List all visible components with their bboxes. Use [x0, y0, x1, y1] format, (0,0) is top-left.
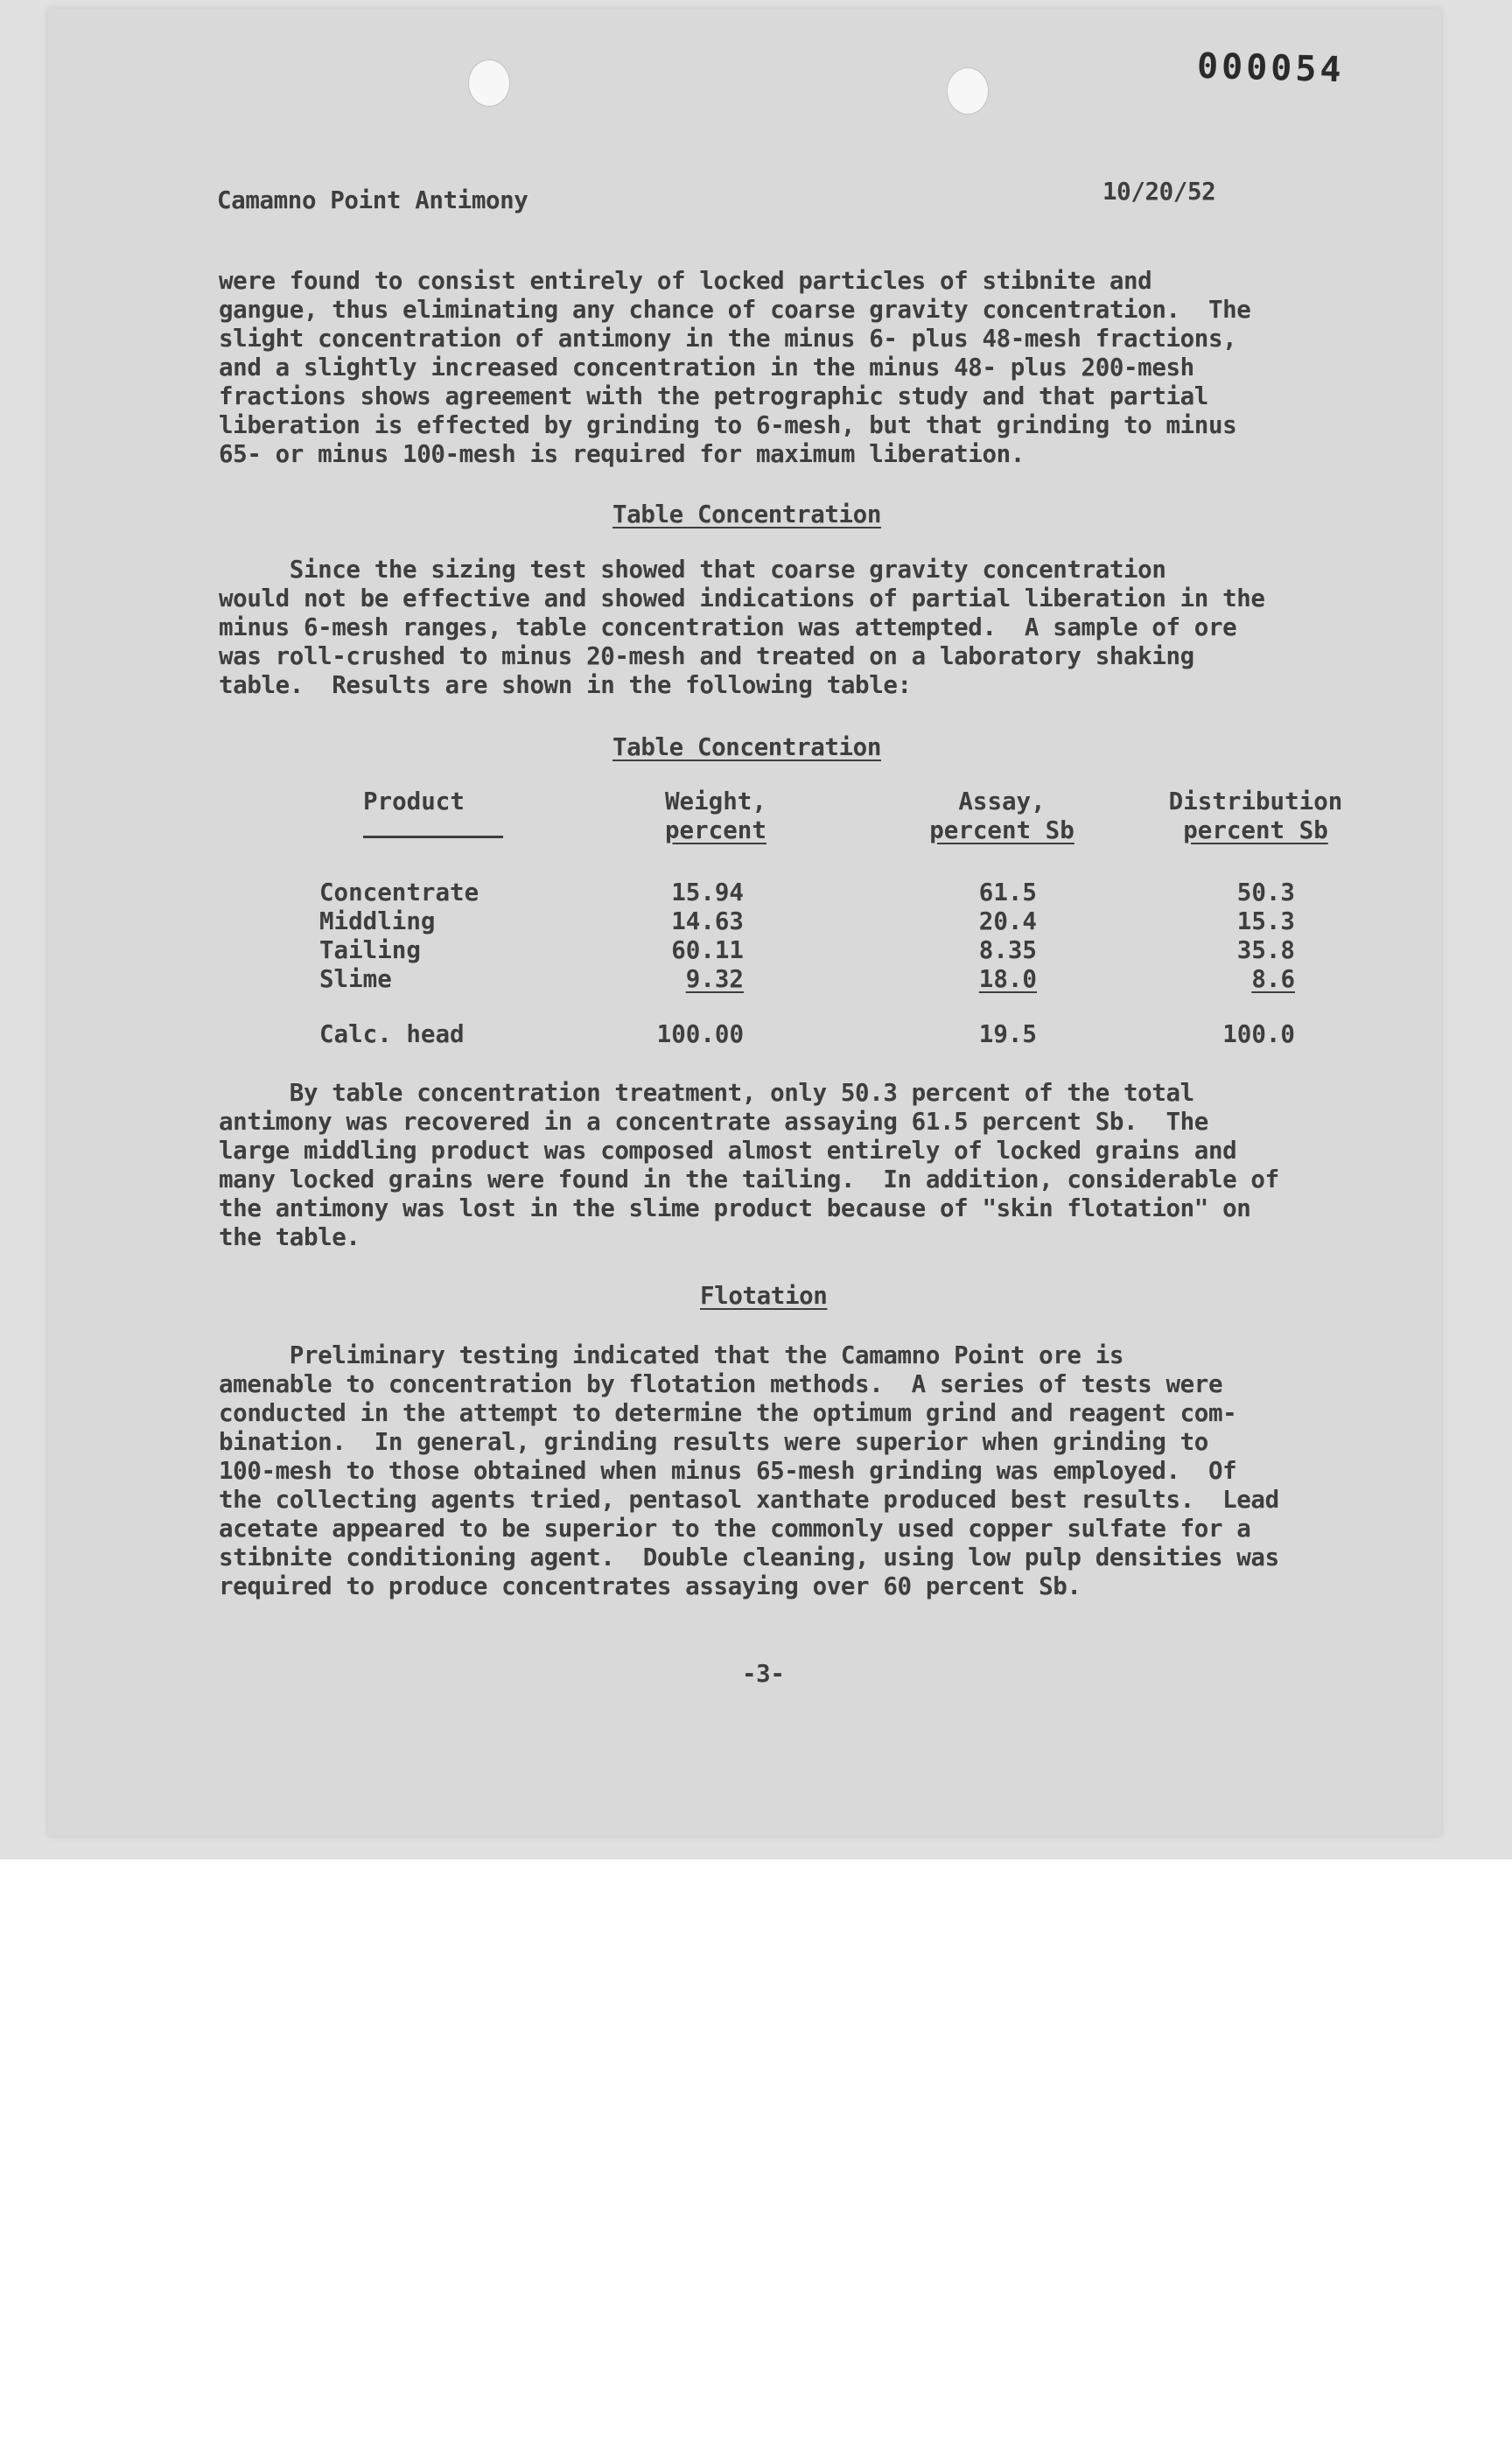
cell-distribution-total: 100.0	[1222, 1020, 1295, 1048]
cell-assay: 61.5	[978, 878, 1037, 906]
header-title: Camamno Point Antimony	[217, 186, 528, 214]
cell-weight-total: 100.00	[656, 1020, 744, 1048]
column-header-weight-line2: percent	[665, 816, 766, 844]
paragraph-line: fractions shows agreement with the petrographic study and that partial	[219, 382, 1208, 410]
cell-weight: 9.32	[685, 965, 744, 993]
paragraph-line: the collecting agents tried, pentasol xanthate produced best results. Lead	[219, 1486, 1279, 1514]
cell-assay: 20.4	[978, 907, 1037, 935]
paragraph-line: would not be effective and showed indications of partial liberation in the	[219, 584, 1265, 612]
paragraph-sizing-conclusion	[219, 267, 1250, 469]
cell-assay: 18.0	[978, 965, 1037, 993]
paragraph-line: table. Results are shown in the following table:	[219, 671, 912, 699]
cell-distribution: 50.3	[1236, 878, 1295, 906]
cell-assay: 8.35	[978, 936, 1037, 964]
paragraph-line: liberation is effected by grinding to 6-mesh, but that grinding to minus	[219, 411, 1237, 439]
table-row	[319, 936, 1378, 965]
punch-hole-right	[947, 67, 989, 115]
paragraph-line: were found to consist entirely of locked particles of stibnite and	[219, 267, 1152, 295]
paragraph-line: amenable to concentration by flotation methods. A series of tests were	[219, 1370, 1223, 1398]
table-header-row	[319, 788, 1378, 845]
page-number: -3-	[742, 1660, 785, 1688]
cell-product: Slime	[319, 965, 392, 993]
paragraph-line: many locked grains were found in the tailing. In addition, considerable of	[219, 1166, 1279, 1194]
paragraph-line: the antimony was lost in the slime product because of "skin flotation" on	[219, 1194, 1251, 1222]
cell-assay-total: 19.5	[978, 1020, 1037, 1048]
paragraph-line: conducted in the attempt to determine the optimum grind and reagent com-	[219, 1399, 1237, 1427]
paragraph-table-intro	[219, 556, 1265, 700]
paragraph-line: slight concentration of antimony in the minus 6- plus 48-mesh fractions,	[219, 325, 1237, 353]
paragraph-line: 100-mesh to those obtained when minus 65-mesh grinding was employed. Of	[219, 1457, 1237, 1485]
column-header-distribution	[1133, 788, 1378, 845]
paragraph-line: Preliminary testing indicated that the Camamno Point ore is	[219, 1341, 1124, 1369]
table-row	[319, 878, 1378, 907]
paragraph-line: required to produce concentrates assaying over 60 percent Sb.	[219, 1572, 1082, 1600]
table-title: Table Concentration	[612, 733, 881, 761]
column-header-product-label: Product	[363, 788, 465, 816]
cell-distribution: 8.6	[1251, 965, 1295, 993]
cell-distribution: 35.8	[1236, 936, 1295, 964]
column-header-weight	[608, 788, 871, 845]
column-header-weight-line1: Weight,	[665, 788, 766, 816]
column-header-product	[319, 788, 608, 845]
column-header-rule	[363, 836, 503, 838]
paragraph-line: antimony was recovered in a concentrate assaying 61.5 percent Sb. The	[219, 1108, 1208, 1136]
paragraph-line: Since the sizing test showed that coarse gravity concentration	[219, 556, 1166, 584]
paragraph-line: By table concentration treatment, only 50.3 percent of the total	[219, 1079, 1194, 1107]
column-header-assay	[871, 788, 1133, 845]
paragraph-line: was roll-crushed to minus 20-mesh and treated on a laboratory shaking	[219, 642, 1194, 670]
paragraph-line: gangue, thus eliminating any chance of coarse gravity concentration. The	[219, 296, 1251, 324]
column-header-distribution-line1: Distribution	[1168, 788, 1343, 816]
paragraph-line: and a slightly increased concentration in the minus 48- plus 200-mesh	[219, 354, 1194, 382]
paragraph-flotation	[219, 1341, 1279, 1601]
table-row	[319, 907, 1378, 936]
column-header-distribution-line2: percent Sb	[1183, 816, 1328, 844]
section-heading-flotation: Flotation	[700, 1282, 828, 1310]
paragraph-line: minus 6-mesh ranges, table concentration was attempted. A sample of ore	[219, 613, 1237, 641]
paragraph-line: stibnite conditioning agent. Double cleaning, using low pulp densities was	[219, 1544, 1279, 1572]
cell-product: Concentrate	[319, 878, 480, 906]
cell-distribution: 15.3	[1236, 907, 1295, 935]
paragraph-line: acetate appeared to be superior to the commonly used copper sulfate for a	[219, 1515, 1251, 1543]
cell-weight: 15.94	[671, 878, 744, 906]
column-header-assay-line1: Assay,	[958, 788, 1046, 816]
paragraph-table-results	[219, 1079, 1279, 1252]
punch-hole-left	[468, 60, 510, 107]
table-concentration-results	[319, 788, 1378, 1049]
cell-product: Middling	[319, 907, 436, 935]
cell-weight: 14.63	[671, 907, 744, 935]
section-heading-table-concentration: Table Concentration	[612, 500, 881, 528]
header-date: 10/20/52	[1102, 178, 1216, 206]
cell-product: Tailing	[319, 936, 421, 964]
paragraph-line: 65- or minus 100-mesh is required for maximum liberation.	[219, 440, 1025, 468]
table-row	[319, 965, 1378, 994]
cell-product-total: Calc. head	[319, 1020, 465, 1048]
paragraph-line: bination. In general, grinding results were superior when grinding to	[219, 1428, 1208, 1456]
table-total-row	[319, 1020, 1378, 1049]
column-header-assay-line2: percent Sb	[929, 816, 1074, 844]
paragraph-line: large middling product was composed almost entirely of locked grains and	[219, 1137, 1237, 1165]
cell-weight: 60.11	[671, 936, 744, 964]
paragraph-line: the table.	[219, 1223, 360, 1251]
document-number: 000054	[1196, 46, 1346, 91]
